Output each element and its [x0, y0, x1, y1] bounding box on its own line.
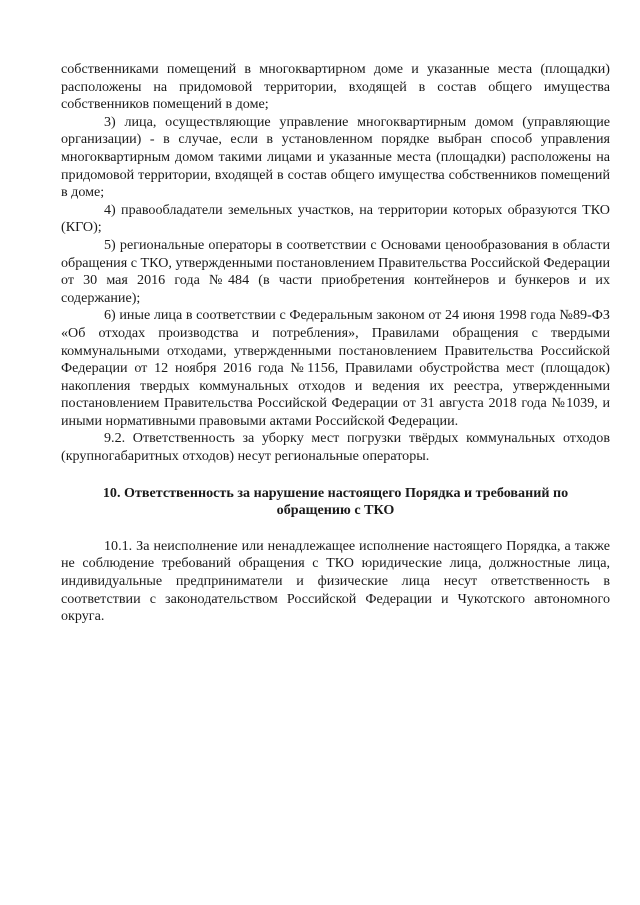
document-body — [61, 61, 610, 626]
paragraph-item-3: 3) лица, осуществляющие управление многоквартирным домом (управляющие организации) - в случае, если в установленном порядке выбран способ управления многоквартирным домом такими лицами и указанные места (площадки) расположены на придомовой территории, входящей в состав общего имущества собственников помещений в доме; — [61, 113, 610, 201]
paragraph-continuation: собственниками помещений в многоквартирном доме и указанные места (площадки) расположены на придомовой территории, входящей в состав общего имущества собственников помещений в доме; — [61, 61, 610, 113]
paragraph-item-4: 4) правообладатели земельных участков, на территории которых образуются ТКО (КГО); — [61, 201, 610, 236]
section-heading: 10. Ответственность за нарушение настоящего Порядка и требований по обращению с ТКО — [102, 484, 569, 519]
paragraph-9-2: 9.2. Ответственность за уборку мест погрузки твёрдых коммунальных отходов (крупногабаритных отходов) несут региональные операторы. — [61, 430, 610, 465]
paragraph-10-1: 10.1. За неисполнение или ненадлежащее исполнение настоящего Порядка, а также не соблюдение требований обращения с ТКО юридические лица, должностные лица, индивидуальные предприниматели и физические лица несут ответственность в соответствии с законодательством Российской Федерации и Чукотского автономного округа. — [61, 537, 610, 625]
paragraph-item-5: 5) региональные операторы в соответствии с Основами ценообразования в области обращения с ТКО, утвержденными постановлением Правительства Российской Федерации от 30 мая 2016 года №484 (в части приобретения контейнеров и бункеров и их содержание); — [61, 236, 610, 306]
paragraph-item-6: 6) иные лица в соответствии с Федеральным законом от 24 июня 1998 года №89-ФЗ «Об отходах производства и потребления», Правилами обращения с твердыми коммунальными отходами, утвержденными постановлением Правительства Российской Федерации от 12 ноября 2016 года №1156, Правилами обустройства мест (площадок) накопления твердых коммунальных отходов и ведения их реестра, утвержденными постановлением Правительства Российской Федерации от 31 августа 2018 года №1039, и иными нормативными правовыми актами Российской Федерации. — [61, 307, 610, 429]
